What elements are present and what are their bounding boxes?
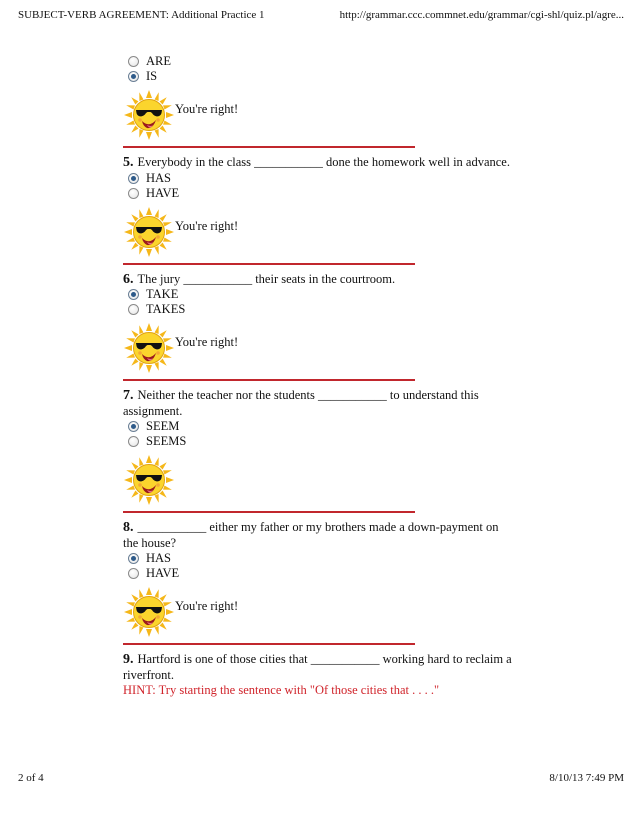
radio-unselected[interactable] <box>128 304 139 315</box>
option-label: HAVE <box>146 566 180 580</box>
divider <box>123 643 415 645</box>
option-has[interactable] <box>123 551 523 566</box>
divider <box>123 263 415 265</box>
option-label: TAKES <box>146 302 186 316</box>
sun-with-sunglasses-icon <box>123 89 175 141</box>
question-text: Hartford is one of those cities that ___________ working hard to reclaim a riverfront. <box>123 652 512 682</box>
radio-selected[interactable] <box>128 553 139 564</box>
feedback <box>123 322 523 373</box>
option-are[interactable] <box>123 54 523 69</box>
question-text: Everybody in the class ___________ done the homework well in advance. <box>137 155 510 169</box>
feedback-text: You're right! <box>175 102 239 116</box>
header-title: SUBJECT-VERB AGREEMENT: Additional Practice 1 <box>18 9 265 21</box>
feedback-text: You're right! <box>175 218 239 233</box>
question-number: 8. <box>123 520 134 535</box>
option-label: HAS <box>146 551 172 565</box>
radio-selected[interactable] <box>128 173 139 184</box>
feedback <box>123 206 523 257</box>
divider <box>123 511 415 513</box>
option-seem[interactable] <box>123 419 523 434</box>
question-6 <box>123 272 515 288</box>
option-have[interactable] <box>123 186 523 201</box>
question-9 <box>123 652 515 683</box>
feedback-text: You're right! <box>175 335 239 349</box>
option-label: ARE <box>146 54 171 68</box>
question-text: Neither the teacher nor the students ___________ to understand this assignment. <box>123 388 479 418</box>
option-take[interactable] <box>123 287 523 302</box>
option-label: HAS <box>146 170 172 185</box>
feedback <box>123 89 523 140</box>
sun-with-sunglasses-icon <box>123 206 175 258</box>
question-7 <box>123 388 515 419</box>
question-text: The jury ___________ their seats in the courtroom. <box>137 271 396 286</box>
header-url[interactable]: http://grammar.ccc.commnet.edu/grammar/cgi-shl/quiz.pl/agre... <box>339 9 624 21</box>
option-label: HAVE <box>146 185 180 200</box>
option-takes[interactable] <box>123 302 523 317</box>
feedback-text: You're right! <box>175 599 239 613</box>
radio-selected[interactable] <box>128 421 139 432</box>
quiz-content <box>123 54 523 698</box>
radio-unselected[interactable] <box>128 56 139 67</box>
question-text: ___________ either my father or my brothers made a down-payment on the house? <box>123 520 499 550</box>
question-8 <box>123 520 515 551</box>
option-has[interactable] <box>123 171 523 186</box>
radio-selected[interactable] <box>128 71 139 82</box>
radio-unselected[interactable] <box>128 436 139 447</box>
option-label: SEEMS <box>146 434 187 448</box>
sun-with-sunglasses-icon <box>123 322 175 374</box>
option-label: SEEM <box>146 419 180 433</box>
divider <box>123 146 415 148</box>
feedback <box>123 454 523 505</box>
footer-datetime: 8/10/13 7:49 PM <box>549 772 624 784</box>
option-label: TAKE <box>146 287 179 301</box>
question-5 <box>123 155 515 171</box>
option-label: IS <box>146 69 158 83</box>
option-have[interactable] <box>123 566 523 581</box>
feedback <box>123 586 523 637</box>
question-number: 9. <box>123 652 134 667</box>
question-number: 7. <box>123 388 134 403</box>
option-seems[interactable] <box>123 434 523 449</box>
option-is[interactable] <box>123 69 523 84</box>
question-number: 6. <box>123 271 134 287</box>
radio-unselected[interactable] <box>128 188 139 199</box>
radio-selected[interactable] <box>128 289 139 300</box>
divider <box>123 379 415 381</box>
question-number: 5. <box>123 155 134 170</box>
footer-page: 2 of 4 <box>18 772 44 784</box>
hint-text: HINT: Try starting the sentence with "Of those cities that . . . ." <box>123 683 440 697</box>
sun-with-sunglasses-icon <box>123 586 175 638</box>
radio-unselected[interactable] <box>128 568 139 579</box>
sun-with-sunglasses-icon <box>123 454 175 506</box>
